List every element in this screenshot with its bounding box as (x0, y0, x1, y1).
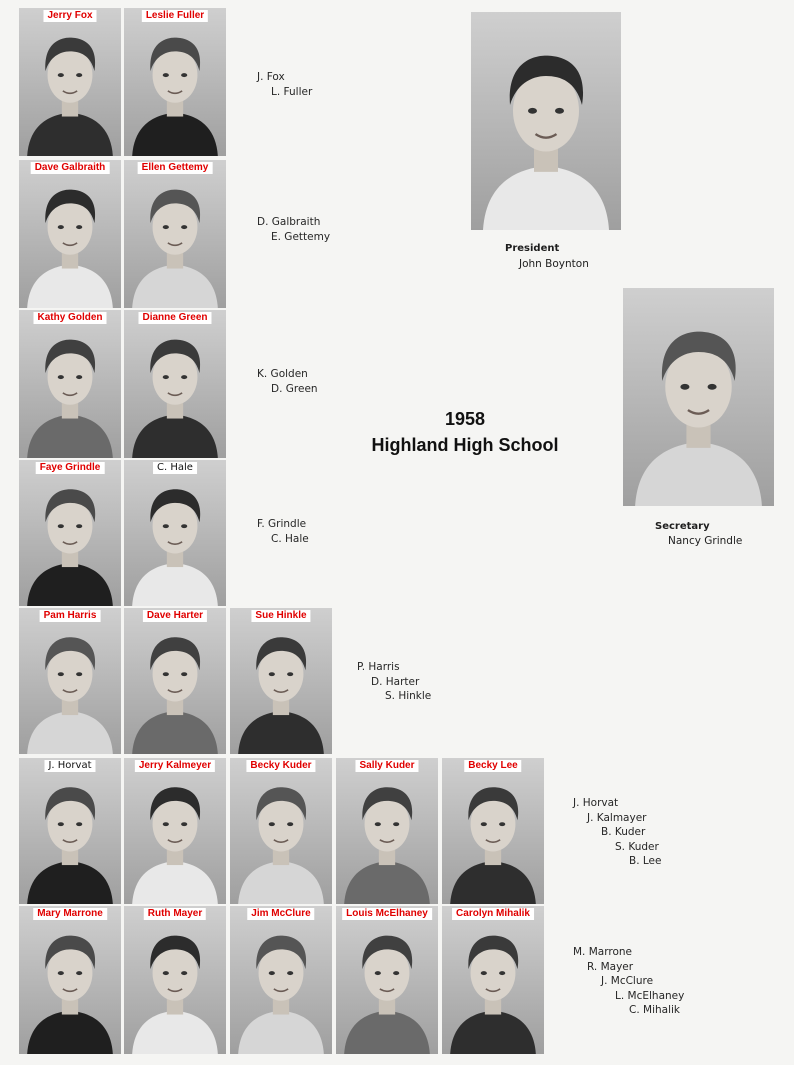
row-caption-name: K. Golden (257, 368, 308, 380)
title-year: 1958 (444, 409, 486, 429)
student-name-label: C. Hale (153, 462, 197, 474)
student-name-label: Sue Hinkle (251, 610, 310, 622)
portrait-photo (124, 310, 226, 458)
portrait-photo (230, 906, 332, 1054)
row-caption-name: J. McClure (601, 975, 654, 987)
portrait-photo (19, 608, 121, 754)
student-name-label: Mary Marrone (33, 908, 107, 920)
student-name-label: Dave Galbraith (31, 162, 110, 174)
student-name-label: Ellen Gettemy (138, 162, 213, 174)
portrait-photo (124, 758, 226, 904)
student-name-label: Kathy Golden (33, 312, 106, 324)
student-name-label: Carolyn Mihalik (452, 908, 534, 920)
row-caption-name: B. Kuder (601, 826, 646, 838)
student-name-label: Faye Grindle (36, 462, 105, 474)
row-caption-name: S. Kuder (615, 840, 659, 853)
student-name-label: Ruth Mayer (144, 908, 206, 920)
row-caption-name: F. Grindle (257, 518, 307, 530)
row-caption-name: E. Gettemy (271, 230, 331, 243)
portrait-photo (336, 758, 438, 904)
portrait-photo (336, 906, 438, 1054)
portrait-photo (442, 758, 544, 904)
student-name-label: Jerry Kalmeyer (135, 760, 215, 772)
portrait-photo (19, 310, 121, 458)
officer-name: John Boynton (519, 258, 589, 270)
officer-portrait-photo (623, 288, 774, 506)
portrait-photo (19, 906, 121, 1054)
student-name-label: Becky Lee (464, 760, 521, 772)
portrait-photo (19, 160, 121, 308)
student-name-label: Pam Harris (40, 610, 101, 622)
portrait-photo (124, 8, 226, 156)
row-caption-name: L. McElhaney (615, 989, 685, 1002)
row-caption-name: P. Harris (357, 661, 400, 673)
row-caption-name: C. Hale (271, 532, 309, 545)
portrait-photo (19, 8, 121, 156)
student-name-label: Dave Harter (143, 610, 207, 622)
officer-name: Nancy Grindle (668, 535, 743, 547)
page-title (340, 406, 590, 458)
row-caption-name: C. Mihalik (629, 1004, 680, 1016)
student-name-label: Sally Kuder (355, 760, 418, 772)
student-name-label: Louis McElhaney (342, 908, 432, 920)
row-caption-name: D. Green (271, 382, 318, 395)
portrait-photo (230, 608, 332, 754)
officer-portrait-photo (471, 12, 621, 230)
portrait-photo (124, 906, 226, 1054)
student-name-label: Becky Kuder (246, 760, 315, 772)
row-caption-name: J. Horvat (573, 797, 619, 809)
officer-role: President (505, 243, 560, 254)
portrait-photo (124, 160, 226, 308)
student-name-label: Jim McClure (247, 908, 314, 920)
portrait-photo (19, 460, 121, 606)
row-caption-name: M. Marrone (573, 946, 632, 958)
row-caption-name: R. Mayer (587, 960, 634, 973)
row-caption-name: J. Kalmayer (587, 811, 647, 824)
student-name-label: Dianne Green (138, 312, 211, 324)
portrait-photo (19, 758, 121, 904)
portrait-photo (124, 460, 226, 606)
student-name-label: J. Horvat (44, 760, 95, 772)
row-caption-name: S. Hinkle (385, 690, 432, 702)
title-school: Highland High School (371, 435, 559, 455)
portrait-photo (442, 906, 544, 1054)
row-caption-name: L. Fuller (271, 85, 313, 98)
officer-role: Secretary (655, 521, 710, 532)
row-caption-name: J. Fox (257, 71, 285, 83)
row-caption-name: D. Harter (371, 675, 420, 688)
portrait-photo (230, 758, 332, 904)
row-caption-name: D. Galbraith (257, 216, 321, 228)
row-caption-name: B. Lee (629, 855, 662, 867)
student-name-label: Leslie Fuller (142, 10, 208, 22)
student-name-label: Jerry Fox (43, 10, 96, 22)
portrait-photo (124, 608, 226, 754)
